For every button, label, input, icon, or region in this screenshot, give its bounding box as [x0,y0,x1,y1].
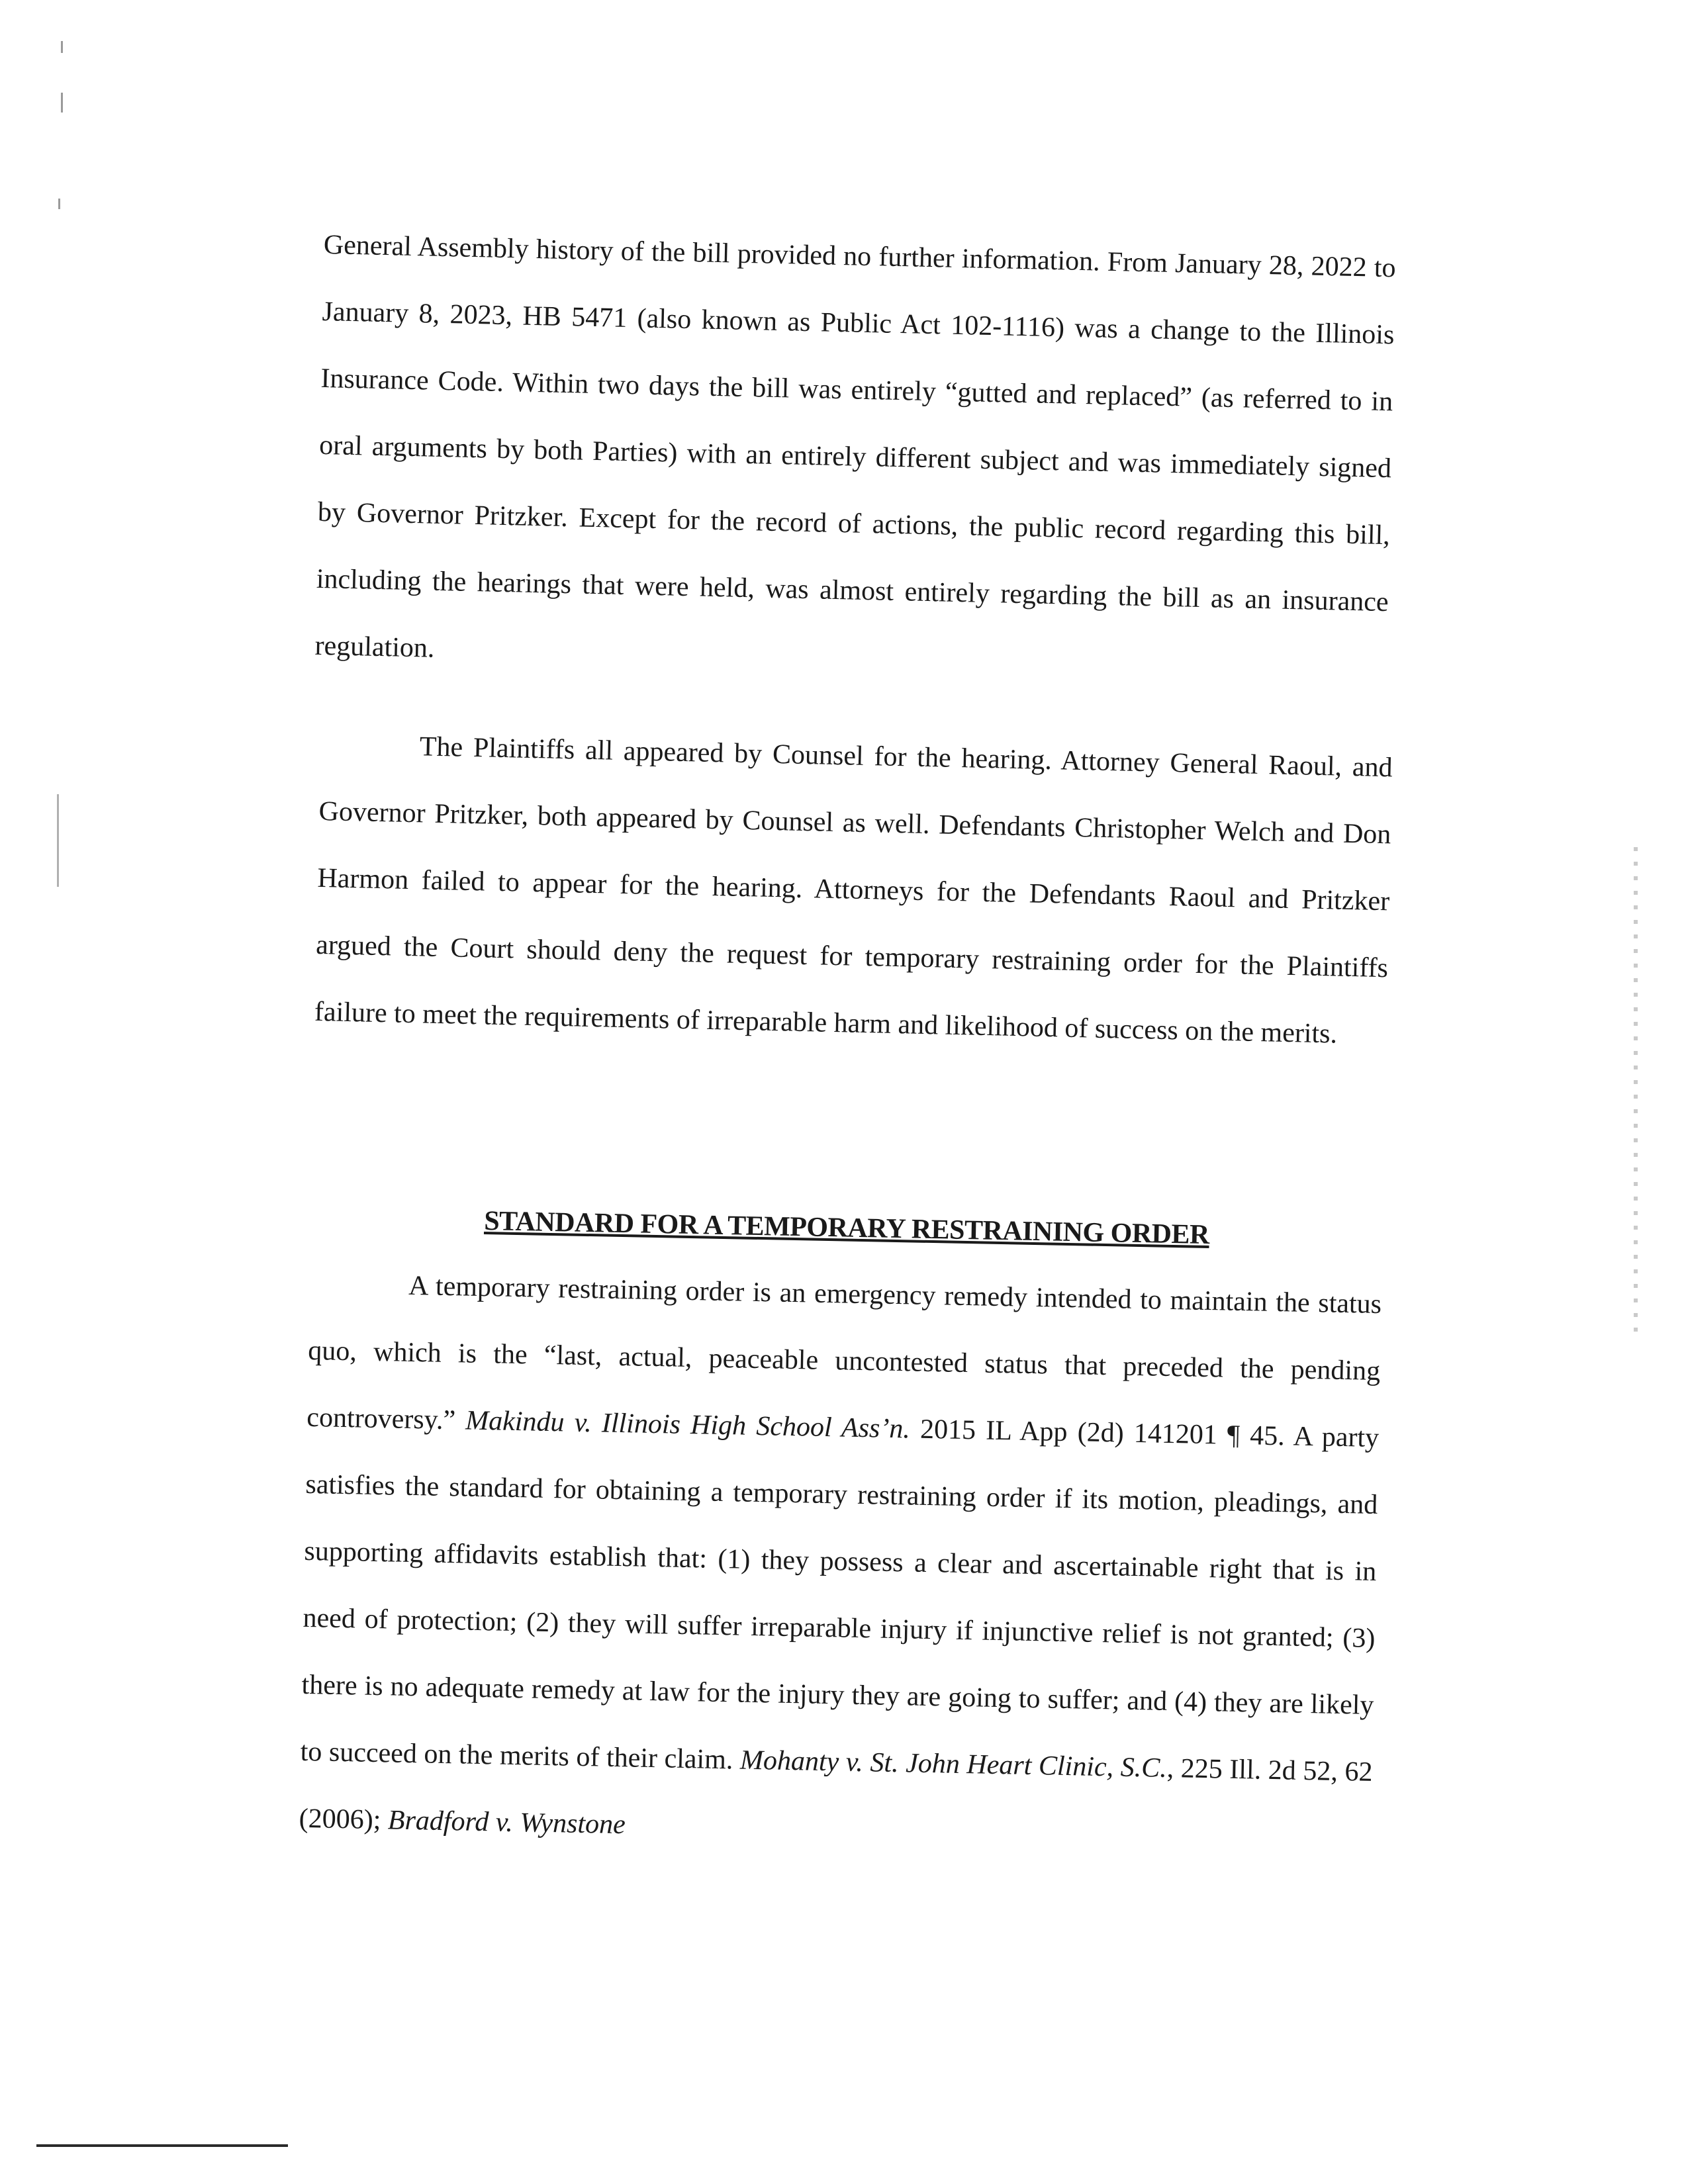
paragraph-legislative-history [314,212,1397,703]
paragraph-standard-text [299,1251,1382,1873]
text-run: , 225 Ill. 2d 52, 62 (2006); [299,1752,1373,1836]
section-standard-tro [299,1191,1383,1873]
scan-edge-noise [1634,847,1638,1337]
text-run: A temporary restraining order is an emergency remedy intended to maintain the status quo, which is the “last, actual, peaceable uncontested status that preceded the pending controversy.” [306,1270,1382,1436]
paragraph-hearing-appearances [314,711,1393,1069]
bottom-rule [36,2144,288,2147]
case-citation: Mohanty v. St. John Heart Clinic, S.C. [739,1745,1168,1784]
scan-speck [58,199,60,209]
paragraph-text: General Assembly history of the bill provided no further information. From January 28, 2022 to January 8, 2023, HB 5471 (also known as Public Act 102-1116) was a change to the Illinois Insurance Code. Within two days the bill was entirely “gutted and replaced” (as referred to in oral arguments by both Parties) with an entirely different subject and was immediately signed by Governor Pritzker. Except for the record of actions, the public record regarding this bill, including the hearings that were held, was almost entirely regarding the bill as an insurance regulation. [314,229,1397,664]
paragraph-text: The Plaintiffs all appeared by Counsel for the hearing. Attorney General Raoul, and Governor Pritzker, both appeared by Counsel as well. Defendants Christopher Welch and Don Harmon failed to appear for the hearing. Attorneys for the Defendants Raoul and Pritzker argued the Court should deny the request for temporary restraining order for the Plaintiffs failure to meet the requirements of irreparable harm and likelihood of success on the merits. [314,731,1393,1050]
scan-speck [61,93,63,113]
scan-speck [57,794,59,887]
case-citation: Makindu v. Illinois High School Ass’n. [465,1405,911,1445]
text-run: 2015 IL App (2d) 141201 ¶ 45. A party satisfies the standard for obtaining a temporary restraining order if its motion, pleadings, and supporting affidavits establish that: (1) they possess a clear and ascertainable right that is in need of protection; (2) they will suffer irreparable injury if injunctive relief is not granted; (3) there is no adequate remedy at law for the injury they are going to suffer; and (4) they are likely to succeed on the merits of their claim. [300,1414,1380,1776]
scan-speck [61,41,63,53]
section-heading: STANDARD FOR A TEMPORARY RESTRAINING ORDER [483,1206,1210,1251]
case-citation: Bradford v. Wynstone [387,1805,626,1841]
